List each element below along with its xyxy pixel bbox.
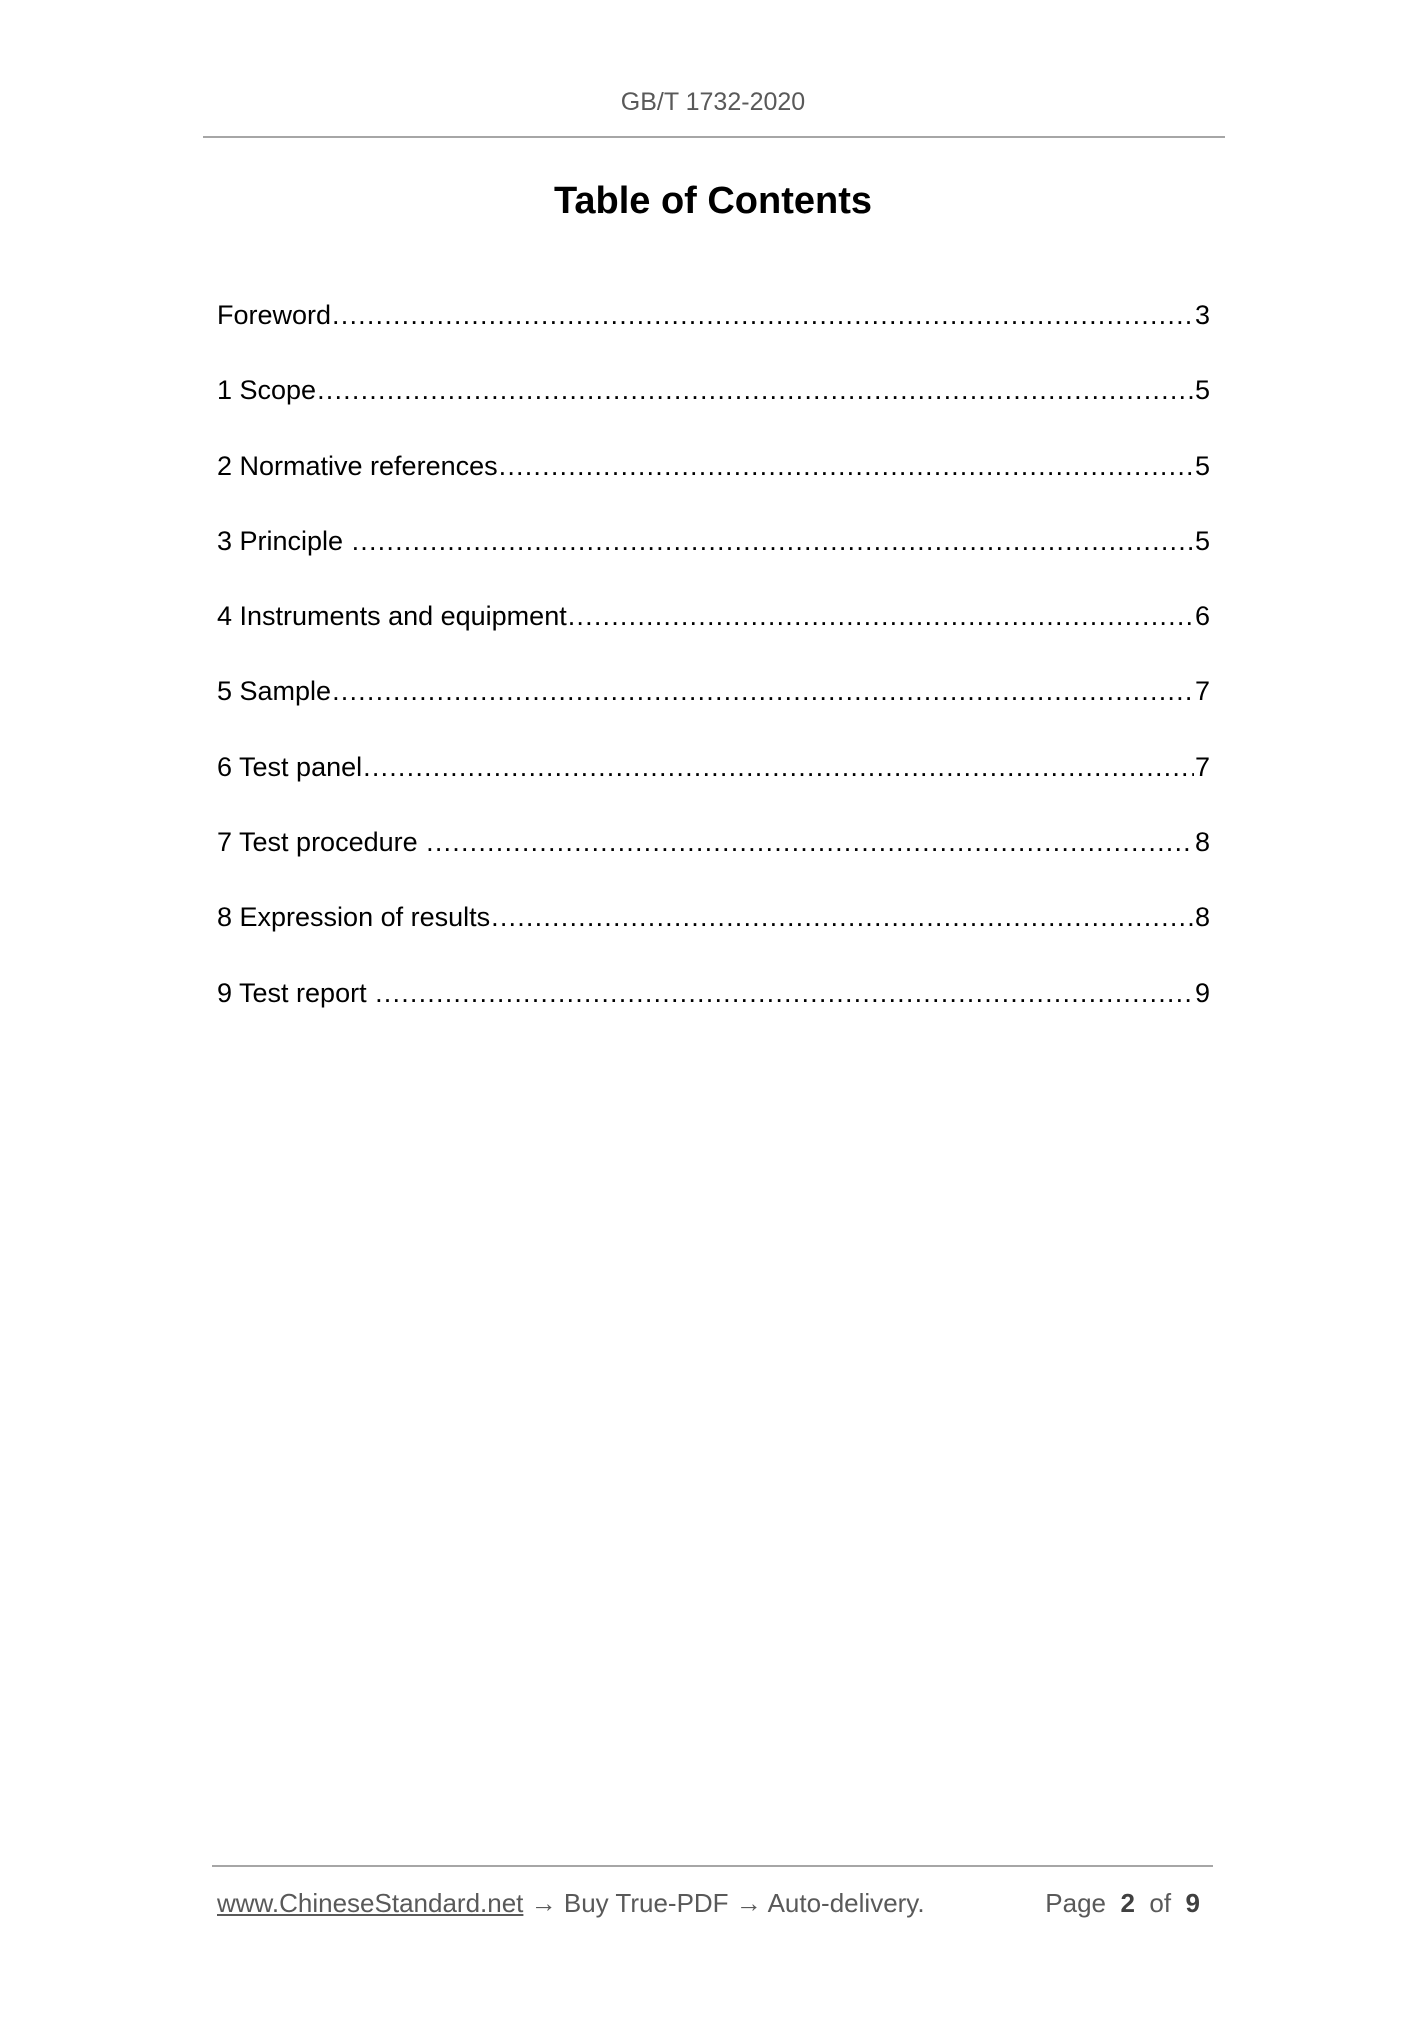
toc-leader-dots — [568, 601, 1194, 632]
total-pages-number: 9 — [1185, 1888, 1200, 1918]
toc-entry-label: 7 Test procedure — [217, 827, 426, 858]
document-header-id: GB/T 1732-2020 — [620, 88, 806, 116]
toc-entry-test-panel[interactable] — [217, 752, 1210, 827]
toc-entry-label: 5 Sample — [217, 676, 332, 707]
table-of-contents — [217, 300, 1210, 1053]
toc-entry-label: Foreword — [217, 300, 332, 330]
website-link[interactable]: www.ChineseStandard.net — [217, 1888, 524, 1918]
toc-entry-label: 1 Scope — [217, 375, 317, 406]
toc-entry-sample[interactable] — [217, 676, 1210, 751]
toc-entry-scope[interactable] — [217, 375, 1210, 450]
toc-entry-page: 7 — [1194, 751, 1210, 782]
toc-entry-test-procedure[interactable] — [217, 827, 1210, 902]
toc-entry-label: 9 Test report — [217, 977, 375, 1008]
toc-entry-test-report[interactable] — [217, 978, 1210, 1053]
toc-leader-dots — [363, 752, 1194, 783]
toc-entry-label: 4 Instruments and equipment — [217, 601, 567, 632]
toc-entry-label: 8 Expression of results — [217, 902, 491, 933]
toc-leader-dots — [317, 375, 1194, 406]
toc-entry-normative-references[interactable] — [217, 451, 1210, 526]
page-word: Page — [1045, 1888, 1107, 1918]
toc-leader-dots — [426, 827, 1194, 858]
toc-entry-foreword[interactable] — [217, 300, 1210, 375]
toc-entry-instruments[interactable] — [217, 601, 1210, 676]
toc-entry-expression-of-results[interactable] — [217, 902, 1210, 977]
toc-entry-label: 3 Principle — [217, 525, 351, 556]
toc-leader-dots — [499, 451, 1194, 482]
page-title: Table of Contents — [553, 180, 873, 222]
toc-entry-label: 6 Test panel — [217, 751, 363, 782]
toc-entry-page: 8 — [1194, 902, 1210, 933]
toc-entry-page: 5 — [1194, 375, 1210, 406]
footer-divider — [212, 1865, 1213, 1867]
toc-entry-principle[interactable] — [217, 526, 1210, 601]
toc-leader-dots — [375, 978, 1194, 1009]
toc-entry-page: 3 — [1194, 300, 1210, 330]
toc-entry-page: 7 — [1194, 676, 1210, 707]
toc-entry-page: 5 — [1194, 450, 1210, 481]
footer-promo — [217, 1888, 925, 1919]
toc-leader-dots — [491, 902, 1194, 933]
page-indicator — [1045, 1888, 1200, 1919]
toc-entry-page: 9 — [1194, 977, 1210, 1008]
of-word: of — [1149, 1888, 1172, 1918]
toc-entry-page: 6 — [1194, 601, 1210, 632]
header-divider — [203, 136, 1225, 138]
toc-entry-page: 8 — [1194, 827, 1210, 858]
toc-leader-dots — [352, 526, 1194, 557]
footer-tagline: → Buy True-PDF → Auto-delivery. — [523, 1888, 925, 1918]
toc-leader-dots — [332, 300, 1194, 331]
toc-entry-label: 2 Normative references — [217, 450, 498, 481]
current-page-number: 2 — [1120, 1888, 1135, 1918]
toc-leader-dots — [332, 676, 1194, 707]
page-footer — [217, 1888, 1210, 1919]
toc-entry-page: 5 — [1194, 525, 1210, 556]
